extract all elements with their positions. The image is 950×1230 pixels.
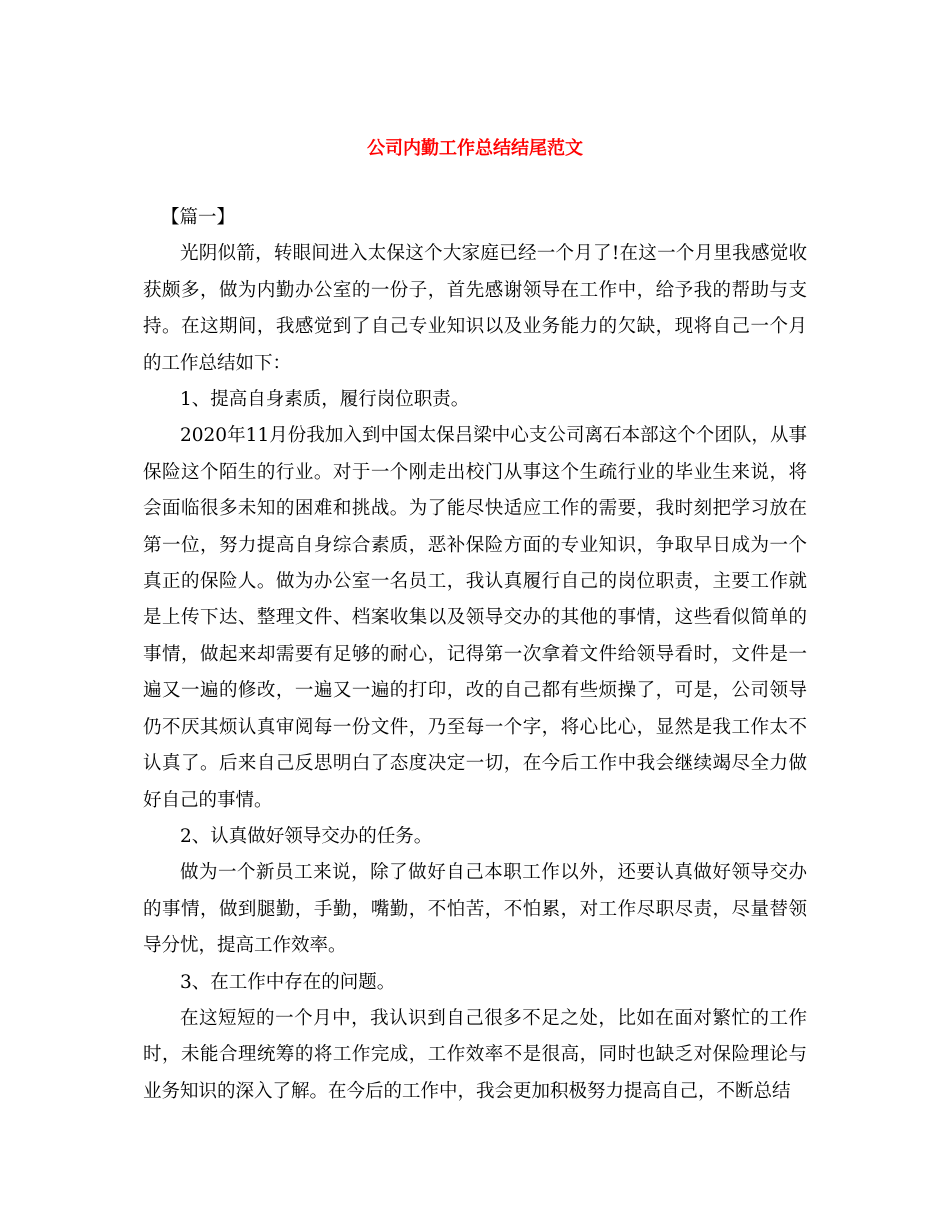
paragraph-intro: 光阴似箭，转眼间进入太保这个大家庭已经一个月了!在这一个月里我感觉收获颇多，做为内勤办公室的一份子，首先感谢领导在工作中，给予我的帮助与支持。在这期间，我感觉到了自己专业知识以及业务能力的欠缺，现将自己一个月的工作总结如下： xyxy=(143,243,807,374)
section-label: 【篇一】 xyxy=(161,207,236,228)
heading-item-3: 3、在工作中存在的问题。 xyxy=(180,971,396,993)
heading-item-2: 2、认真做好领导交办的任务。 xyxy=(180,825,433,847)
paragraph-item-1: 2020年11月份我加入到中国太保吕梁中心支公司离石本部这个个团队，从事保险这个陌生的行业。对于一个刚走出校门从事这个生疏行业的毕业生来说，将会面临很多未知的困难和挑战。为了能尽快适应工作的需要，我时刻把学习放在第一位，努力提高自身综合素质，恶补保险方面的专业知识，争取早日成为一个真正的保险人。做为办公室一名员工，我认真履行自己的岗位职责，主要工作就是上传下达、整理文件、档案收集以及领导交办的其他的事情，这些看似简单的事情，做起来却需要有足够的耐心，记得第一次拿着文件给领导看时，文件是一遍又一遍的修改，一遍又一遍的打印，改的自己都有些烦操了，可是，公司领导仍不厌其烦认真审阅每一份文件，乃至每一个字，将心比心，显然是我工作太不认真了。后来自己反思明白了态度决定一切，在今后工作中我会继续竭尽全力做好自己的事情。 xyxy=(143,425,807,811)
document-body xyxy=(143,200,807,1110)
heading-item-1: 1、提高自身素质，履行岗位职责。 xyxy=(180,389,470,411)
paragraph-item-2: 做为一个新员工来说，除了做好自己本职工作以外，还要认真做好领导交办的事情，做到腿勤，手勤，嘴勤，不怕苦，不怕累，对工作尽职尽责，尽量替领导分忧，提高工作效率。 xyxy=(143,862,807,957)
document-title: 公司内勤工作总结结尾范文 xyxy=(367,138,583,159)
paragraph-item-3: 在这短短的一个月中，我认识到自己很多不足之处，比如在面对繁忙的工作时，未能合理统筹的将工作完成，工作效率不是很高，同时也缺乏对保险理论与业务知识的深入了解。在今后的工作中，我会更加积极努力提高自己，不断总结 xyxy=(143,1007,807,1102)
